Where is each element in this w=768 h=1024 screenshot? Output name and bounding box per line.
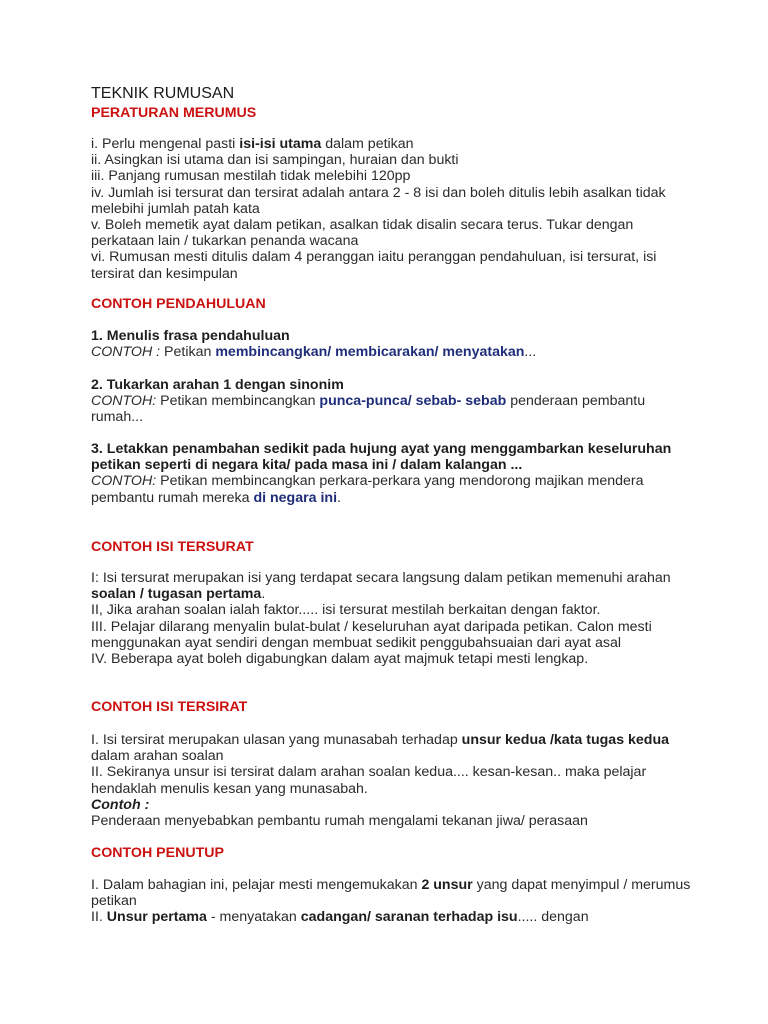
penutup-list: [91, 877, 691, 926]
rule-vi: vi. Rumusan mesti ditulis dalam 4 peranggan iaitu peranggan pendahuluan, isi tersurat, isi tersirat dan kesimpulan: [91, 249, 657, 282]
section-heading-tersirat: CONTOH ISI TERSIRAT: [91, 699, 248, 715]
tersirat-example: Penderaan menyebabkan pembantu rumah mengalami tekanan jiwa/ perasaan: [91, 813, 588, 830]
tersurat-item-3: III. Pelajar dilarang menyalin bulat-bulat / keseluruhan ayat daripada petikan. Calon mesti menggunakan ayat sendiri dengan membuat sedikit penggubahsuaian dari ayat asal: [91, 618, 652, 651]
tersirat-list: [91, 732, 691, 829]
step-heading: 2. Tukarkan arahan 1 dengan sinonim: [91, 377, 344, 393]
tersurat-item-2: II, Jika arahan soalan ialah faktor..... isi tersurat mestilah berkaitan dengan faktor.: [91, 602, 601, 619]
rule-i: i. Perlu mengenal pasti isi-isi utama dalam petikan: [91, 136, 414, 152]
section-heading-penutup: CONTOH PENUTUP: [91, 845, 224, 861]
pendahuluan-step-2: [91, 377, 691, 426]
step-example: CONTOH: Petikan membincangkan perkara-perkara yang mendorong majikan mendera pembantu rumah mereka di negara ini.: [91, 473, 644, 506]
step-heading: 3. Letakkan penambahan sedikit pada hujung ayat yang menggambarkan keseluruhan petikan seperti di negara kita/ pada masa ini / dalam kalangan ...: [91, 441, 672, 474]
tersirat-example-label: Contoh :: [91, 796, 150, 813]
rules-list: [91, 136, 691, 282]
rule-iv: iv. Jumlah isi tersurat dan tersirat adalah antara 2 - 8 isi dan boleh ditulis lebih asalkan tidak melebihi jumlah patah kata: [91, 184, 666, 217]
section-heading-tersurat: CONTOH ISI TERSURAT: [91, 539, 254, 555]
pendahuluan-step-1: [91, 328, 691, 360]
rule-ii: ii. Asingkan isi utama dan isi sampingan, huraian dan bukti: [91, 152, 459, 169]
step-example: CONTOH : Petikan membincangkan/ membicarakan/ menyatakan...: [91, 344, 537, 361]
rule-v: v. Boleh memetik ayat dalam petikan, asalkan tidak disalin secara terus. Tukar dengan perkataan lain / tukarkan penanda wacana: [91, 217, 634, 250]
step-example: CONTOH: Petikan membincangkan punca-punca/ sebab- sebab penderaan pembantu rumah...: [91, 393, 646, 426]
tersirat-item-2: II. Sekiranya unsur isi tersirat dalam arahan soalan kedua.... kesan-kesan.. maka pelajar hendaklah menulis kesan yang munasabah.: [91, 764, 647, 797]
tersurat-list: [91, 570, 691, 667]
pendahuluan-step-3: [91, 441, 691, 506]
penutup-item-1: I. Dalam bahagian ini, pelajar mesti mengemukakan 2 unsur yang dapat menyimpul / merumus petikan: [91, 877, 691, 910]
section-heading-peraturan: PERATURAN MERUMUS: [91, 105, 257, 121]
penutup-item-2: II. Unsur pertama - menyatakan cadangan/ saranan terhadap isu..... dengan: [91, 909, 589, 926]
page-title: TEKNIK RUMUSAN: [91, 85, 235, 102]
tersirat-item-1: I. Isi tersirat merupakan ulasan yang munasabah terhadap unsur kedua /kata tugas kedua dalam arahan soalan: [91, 732, 670, 765]
tersurat-item-4: IV. Beberapa ayat boleh digabungkan dalam ayat majmuk tetapi mesti lengkap.: [91, 651, 589, 668]
tersurat-item-1: I: Isi tersurat merupakan isi yang terdapat secara langsung dalam petikan memenuhi arahan soalan / tugasan pertama.: [91, 570, 671, 603]
section-heading-pendahuluan: CONTOH PENDAHULUAN: [91, 296, 266, 312]
step-heading: 1. Menulis frasa pendahuluan: [91, 328, 290, 344]
rule-iii: iii. Panjang rumusan mestilah tidak melebihi 120pp: [91, 168, 411, 185]
